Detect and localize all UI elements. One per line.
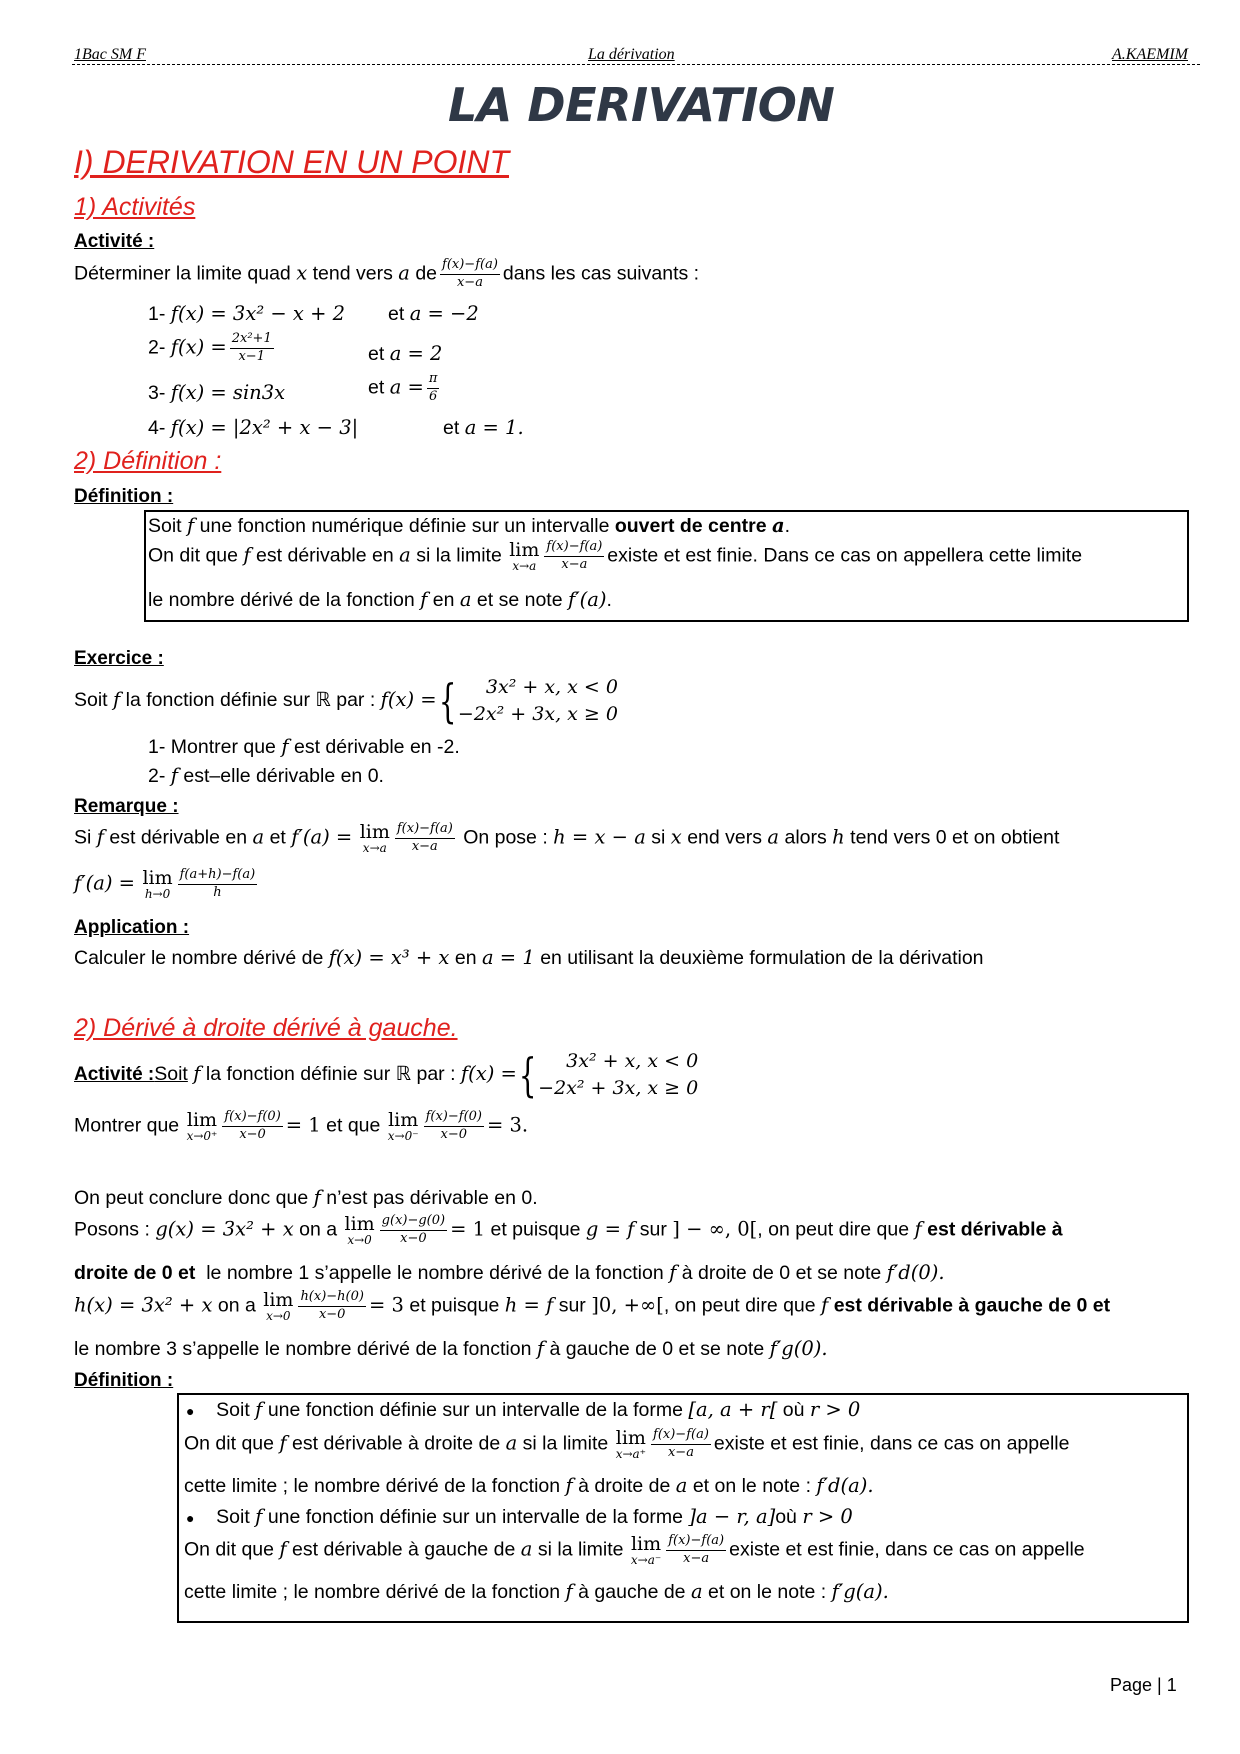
- activite-case-3-a: et a = $\frac{\pi}{6}$: [368, 371, 438, 404]
- droite-gauche-heading: 2) Dérivé à droite dérivé à gauche.: [74, 1014, 458, 1042]
- header-center: La dérivation: [588, 46, 675, 63]
- activites-heading: 1) Activités: [74, 193, 196, 221]
- page-number: Page | 1: [1110, 1675, 1177, 1695]
- activite-case-1: 1- f(x) = 3x² − x + 2: [148, 302, 346, 325]
- activite-intro: Déterminer la limite quad x tend vers a de $\frac{f(x)-f(a)}{x-a}$ dans les cas suivants :: [74, 257, 700, 290]
- header-left: 1Bac SM F: [74, 46, 146, 63]
- activite-case-2-a: et a = 2: [368, 342, 443, 365]
- activite-label: Activité :: [74, 231, 155, 252]
- definition-line-3: le nombre dérivé de la fonction f en a et se note f′(a).: [148, 588, 612, 611]
- definition2-b1-line-2: On dit que f est dérivable à droite de a si la limite lim x→a⁺ $\frac{f(x)-f(a)}{x-a}$ existe et est finie, dans ce cas on appelle: [184, 1426, 1070, 1461]
- droite-gauche-h-line-1: h(x) = 3x² + x on a lim x→0 $\frac{h(x)-h(0)}{x-0}$ = 3 et puisque h = f sur ]0, +∞[, on peut dire que f est dérivable à gauche de 0 et: [74, 1288, 1111, 1323]
- definition2-b2-line-2: On dit que f est dérivable à gauche de a si la limite lim x→a⁻ $\frac{f(x)-f(a)}{x-a}$ existe et est finie, dans ce cas on appelle: [184, 1532, 1085, 1567]
- activite-case-4: 4- f(x) = |2x² + x − 3|: [148, 416, 359, 439]
- droite-gauche-g-line-1: Posons : g(x) = 3x² + x on a lim x→0 $\frac{g(x)-g(0)}{x-0}$ = 1 et puisque g = f sur ] − ∞, 0[, on peut dire que f est dérivable à: [74, 1212, 1063, 1247]
- definition-heading: 2) Définition :: [74, 447, 222, 475]
- definition2-bullet-2: ● Soit f une fonction définie sur un intervalle de la forme ]a − r, a]où r > 0: [186, 1505, 853, 1528]
- exercice-q2: 2- f est–elle dérivable en 0.: [148, 764, 384, 787]
- definition-label: Définition :: [74, 486, 174, 507]
- remarque-line-2: f′(a) = lim h→0 $\frac{f(a+h)-f(a)}{h}$: [74, 866, 256, 901]
- exercice-function: Soit f la fonction définie sur ℝ par : f(x) ={ 3x² + x, x < 0 −2x² + 3x, x ≥ 0: [74, 673, 618, 728]
- definition2-bullet-1: ● Soit f une fonction définie sur un intervalle de la forme [a, a + r[ où r > 0: [186, 1398, 861, 1421]
- remarque-line-1: Si f est dérivable en a et f′(a) = lim x→a $\frac{f(x)-f(a)}{x-a}$ On pose : h = x − a si x end vers a alors h tend vers 0 et on obtient: [74, 820, 1060, 855]
- exercice-q1: 1- Montrer que f est dérivable en -2.: [148, 735, 460, 758]
- application-text: Calculer le nombre dérivé de f(x) = x³ + x en a = 1 en utilisant la deuxième formulation de la dérivation: [74, 946, 984, 969]
- exercice-label: Exercice :: [74, 648, 164, 669]
- header-right: A.KAEMIM: [1112, 46, 1188, 63]
- definition2-b2-line-3: cette limite ; le nombre dérivé de la fonction f à gauche de a et on le note : f′g(a).: [184, 1580, 889, 1603]
- droite-gauche-conclusion: On peut conclure donc que f n’est pas dérivable en 0.: [74, 1186, 538, 1209]
- droite-gauche-g-line-2: droite de 0 et le nombre 1 s’appelle le nombre dérivé de la fonction f à droite de 0 et se note f′d(0).: [74, 1261, 945, 1284]
- remarque-label: Remarque :: [74, 796, 179, 817]
- definition-line-1: Soit f une fonction numérique définie sur un intervalle ouvert de centre a.: [148, 514, 791, 537]
- activite-case-4-a: et a = 1.: [443, 416, 524, 439]
- droite-gauche-show: Montrer que lim x→0⁺ $\frac{f(x)-f(0)}{x-0}$ = 1 et que lim x→0⁻ $\frac{f(x)-f(0)}{x-0}$ = 3.: [74, 1108, 529, 1143]
- header-divider: [72, 64, 1200, 65]
- definition2-b1-line-3: cette limite ; le nombre dérivé de la fonction f à droite de a et on le note : f′d(a).: [184, 1474, 874, 1497]
- definition-line-2: On dit que f est dérivable en a si la limite lim x→a $\frac{f(x)-f(a)}{x-a}$ existe et est finie. Dans ce cas on appellera cette limite: [148, 538, 1083, 573]
- definition2-label: Définition :: [74, 1370, 174, 1391]
- activite-case-3: 3- f(x) = sin3x: [148, 381, 286, 404]
- droite-gauche-h-line-2: le nombre 3 s’appelle le nombre dérivé de la fonction f à gauche de 0 et se note f′g(0).: [74, 1337, 828, 1360]
- application-label: Application :: [74, 917, 190, 938]
- page-title: LA DERIVATION: [448, 78, 835, 132]
- section1-heading: I) DERIVATION EN UN POINT: [74, 144, 509, 180]
- activite-case-2: 2- f(x) = $\frac{\text{2x²+1}}{x-1}$: [148, 331, 272, 364]
- droite-gauche-activite: Activité :Soit f la fonction définie sur ℝ par : f(x) ={ 3x² + x, x < 0 −2x² + 3x, x ≥ 0: [74, 1047, 699, 1102]
- activite-case-1-a: et a = −2: [388, 302, 479, 325]
